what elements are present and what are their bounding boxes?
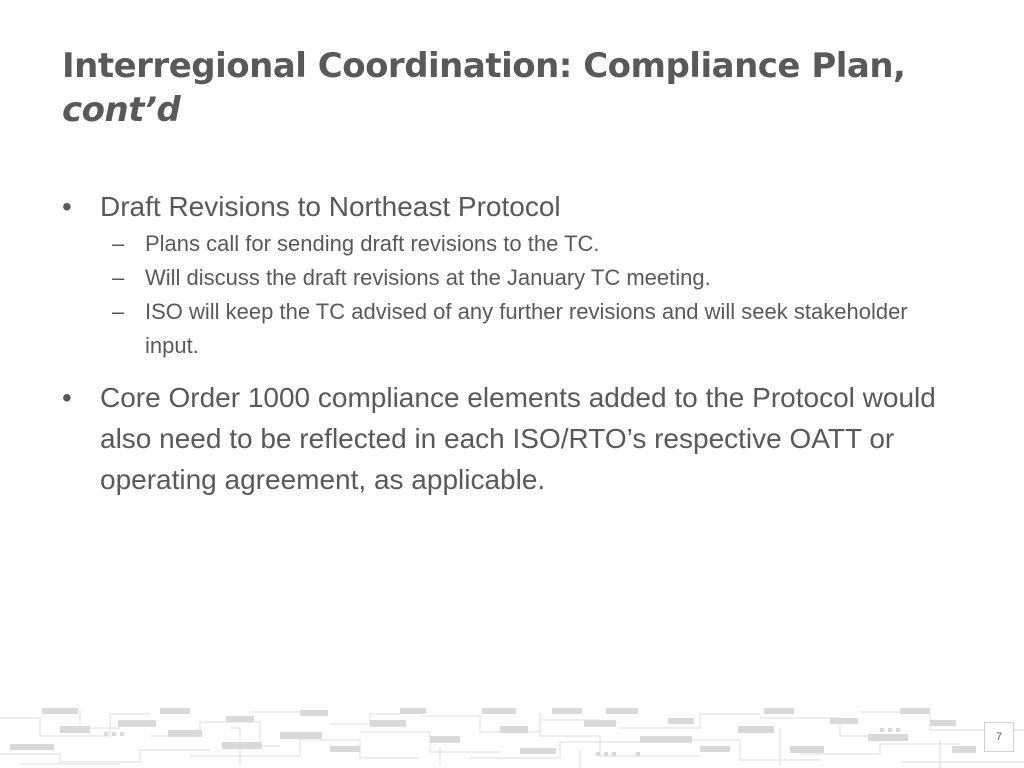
circuit-block	[370, 720, 406, 727]
circuit-block	[790, 746, 824, 753]
circuit-block	[738, 726, 774, 733]
circuit-block	[640, 736, 692, 743]
sub-bullet-text: ISO will keep the TC advised of any further revisions and will seek stakeholder input.	[145, 299, 908, 358]
bullet-marker: •	[62, 382, 72, 413]
circuit-block	[700, 746, 730, 752]
circuit-block	[764, 708, 794, 714]
circuit-block	[830, 718, 858, 724]
circuit-block	[500, 726, 528, 733]
circuit-block	[952, 746, 976, 753]
bullet-text: Draft Revisions to Northeast Protocol	[100, 191, 561, 222]
circuit-block	[430, 736, 460, 743]
bullet-marker: •	[62, 191, 72, 222]
circuit-dot	[612, 752, 616, 756]
circuit-block	[584, 720, 616, 727]
circuit-dot	[880, 728, 884, 732]
slide-title	[62, 44, 962, 132]
bullet-item-1	[62, 186, 962, 227]
circuit-block	[552, 708, 582, 714]
circuit-dot	[636, 752, 640, 756]
circuit-dot	[112, 732, 116, 736]
circuit-block	[60, 726, 90, 733]
circuit-dot	[896, 728, 900, 732]
circuit-block	[118, 720, 156, 727]
circuit-block	[160, 708, 190, 714]
circuit-block	[930, 720, 956, 726]
slide-title-line-1: Interregional Coordination: Compliance Plan,	[62, 46, 906, 86]
page-number: 7	[984, 722, 1014, 752]
circuit-block	[226, 716, 254, 722]
circuit-block	[482, 708, 516, 714]
circuit-block	[300, 710, 328, 716]
circuit-footer-graphic	[0, 706, 1024, 768]
circuit-dot	[104, 732, 108, 736]
dash-marker: –	[112, 265, 125, 290]
circuit-trace	[440, 728, 940, 768]
circuit-trace	[80, 710, 120, 728]
circuit-block	[606, 708, 638, 714]
dash-marker: –	[112, 231, 125, 256]
circuit-block	[868, 734, 908, 741]
slide-body	[62, 186, 962, 500]
sub-bullet-item-2	[62, 261, 962, 295]
sub-bullet-item-1	[62, 227, 962, 261]
circuit-block	[900, 708, 930, 714]
circuit-dot	[888, 728, 892, 732]
circuit-block	[668, 718, 694, 724]
bullet-item-2	[62, 377, 962, 500]
circuit-block	[42, 708, 78, 714]
circuit-block	[520, 748, 556, 754]
sub-bullet-text: Will discuss the draft revisions at the January TC meeting.	[145, 265, 711, 290]
circuit-trace	[0, 750, 210, 762]
circuit-dot	[604, 752, 608, 756]
circuit-block	[168, 730, 202, 737]
circuit-dot	[596, 752, 600, 756]
circuit-dot	[120, 732, 124, 736]
dash-marker: –	[112, 299, 125, 324]
circuit-block	[330, 746, 360, 752]
circuit-block	[400, 708, 426, 714]
circuit-block	[10, 744, 54, 750]
sub-bullet-list	[62, 227, 962, 363]
circuit-block	[222, 742, 262, 749]
circuit-block	[280, 732, 322, 739]
bullet-text: Core Order 1000 compliance elements added to the Protocol would also need to be reflected in each ISO/RTO’s respective OATT or operating agreement, as applicable.	[100, 382, 936, 495]
sub-bullet-text: Plans call for sending draft revisions to the TC.	[145, 231, 600, 256]
sub-bullet-item-3	[62, 295, 962, 363]
slide-title-line-2: cont’d	[62, 90, 181, 130]
